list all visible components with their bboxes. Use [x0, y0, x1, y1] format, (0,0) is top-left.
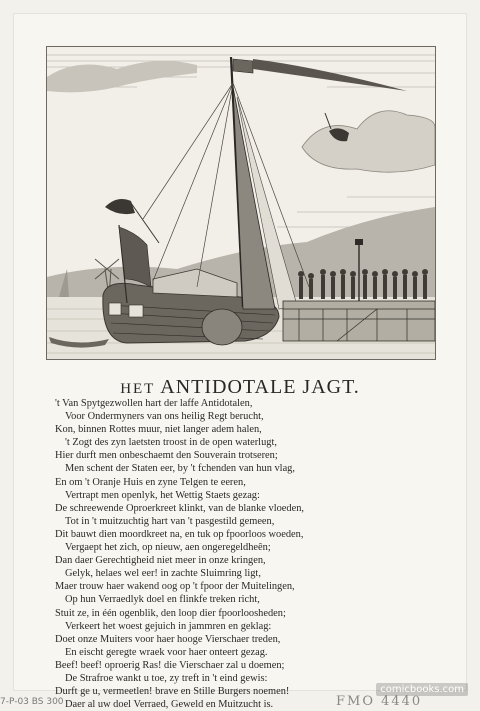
poem-line: Kon, binnen Rottes muur, niet langer adem halen, — [55, 424, 262, 436]
poem-line: Beef! beef! oproerig Ras! die Vierschaer zal u doemen; — [55, 659, 285, 671]
poem-text — [55, 397, 425, 711]
lamp-post-icon — [355, 239, 363, 245]
engraving-plate — [46, 46, 436, 360]
poem-line: Doet onze Muiters voor haer hooge Vierschaer treden, — [55, 633, 281, 645]
title-prefix: HET — [120, 381, 156, 397]
poem-line: Op hun Verraedlyk doel en flinkfe treken richt, — [65, 594, 260, 606]
poem-line: Verkeert het woest gejuich in jammren en geklag: — [65, 620, 272, 632]
inventory-ref: FMO 4440 — [336, 694, 423, 709]
mast-flag — [233, 59, 253, 73]
poem-line: Daer al uw doel Verraed, Geweld en Muitzucht is. — [65, 699, 274, 711]
poem-line: 't Zogt des zyn laetsten troost in de open waterlugt, — [65, 437, 277, 449]
poem-line: Hier durft men onbeschaemt den Souverain trotseren; — [55, 450, 278, 462]
poem-line: De schreewende Oproerkreet klinkt, van de blanke vloeden, — [55, 502, 304, 514]
print-title — [46, 376, 434, 399]
poem-line: Tot in 't muitzuchtig hart van 't pasgestild gemeen, — [65, 515, 275, 527]
watermark-text: comicbooks.com — [376, 683, 468, 696]
poem-line: Men schent der Staten eer, by 't fchenden van hun vlag, — [65, 463, 295, 475]
poem-line: De Strafroe wankt u toe, zy treft in 't eind gewis: — [65, 672, 268, 684]
poem-line: Voor Ondermyners van ons heilig Regt berucht, — [65, 411, 264, 423]
poem-line: Vertrapt men openlyk, het Wettig Staets gezag: — [65, 489, 260, 501]
jetty-shape — [283, 301, 435, 341]
poem-line: Durft ge u, vermeetlen! brave en Stille Burgers noemen! — [55, 686, 290, 698]
poem-line: En eischt geregte wraek voor haer onteert gezag. — [65, 646, 268, 658]
poem-line: Gelyk, helaes wel eer! in zachte Sluimring ligt, — [65, 568, 261, 580]
poem-line: Stuit ze, in één ogenblik, den loop dier fpoorloosheden; — [55, 607, 286, 619]
cloud-shape — [302, 111, 435, 172]
cloud-shape — [47, 61, 197, 92]
poem-line: Maer trouw haer wakend oog op 't fpoor der Muitelingen, — [55, 581, 295, 593]
catalog-code: 7-P-03 BS 300 — [0, 697, 64, 707]
title-main: ANTIDOTALE JAGT. — [160, 376, 360, 398]
poem-line: 't Van Spytgezwollen hart der laffe Antidotalen, — [55, 398, 253, 409]
pennant-streamer — [253, 59, 407, 91]
poem-line: Vergaept het zich, op nieuw, aen ongeregeldheên; — [65, 542, 271, 554]
leeboard-shape — [202, 309, 242, 345]
engraving-illustration — [47, 47, 435, 359]
poem-line: Dan daer Gerechtigheid niet meer in onze kringen, — [55, 555, 266, 567]
poem-line: Dit bauwt dien moordkreet na, en tuk op fpoorloos woeden, — [55, 528, 304, 540]
poem-line: En om 't Oranje Huis en zyne Telgen te eeren, — [55, 476, 246, 488]
